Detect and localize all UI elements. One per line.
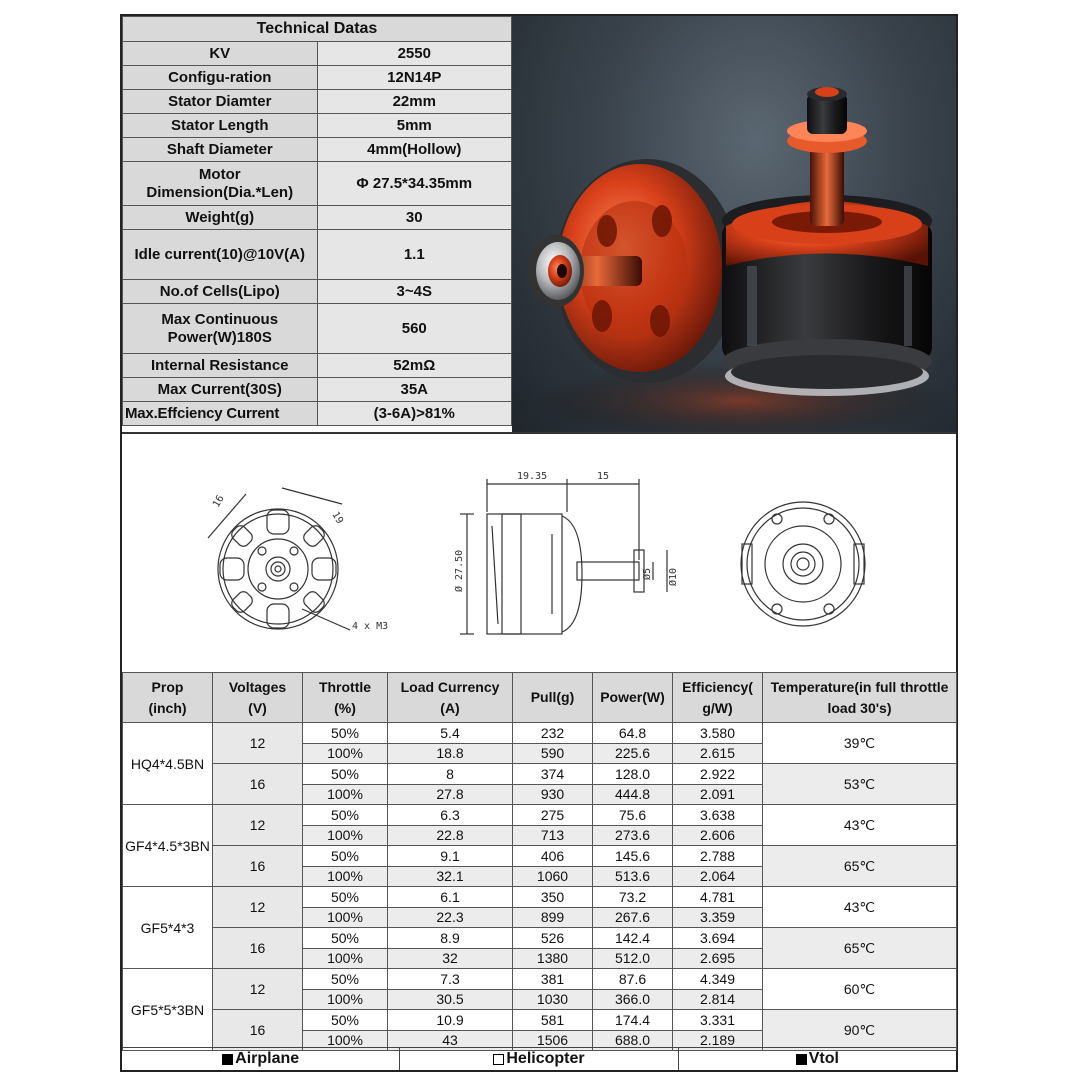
data-cell: 100% — [303, 989, 388, 1010]
dim-10-label: Ø10 — [668, 567, 679, 586]
spec-value: 30 — [317, 206, 512, 230]
spec-label: KV — [123, 42, 318, 66]
data-cell: 100% — [303, 907, 388, 928]
spec-value: 4mm(Hollow) — [317, 138, 512, 162]
data-cell: 50% — [303, 1010, 388, 1031]
data-cell: 174.4 — [593, 1010, 673, 1031]
data-cell: 27.8 — [388, 784, 513, 805]
spec-label: Max Current(30S) — [123, 378, 318, 402]
header-efficiency: Efficiency( g/W) — [673, 673, 763, 723]
data-cell: 930 — [513, 784, 593, 805]
spec-value: 5mm — [317, 114, 512, 138]
data-cell: 1380 — [513, 948, 593, 969]
spec-label: Max.Effciency Current — [123, 402, 318, 426]
data-cell: 2.922 — [673, 764, 763, 785]
spec-label: Shaft Diameter — [123, 138, 318, 162]
filled-square-icon — [796, 1054, 807, 1065]
data-cell: 581 — [513, 1010, 593, 1031]
table-row — [123, 969, 957, 990]
data-cell: 50% — [303, 969, 388, 990]
spec-value: 52mΩ — [317, 354, 512, 378]
dim-15-label: 15 — [597, 471, 610, 482]
voltage-cell: 12 — [213, 723, 303, 764]
data-cell: 2.615 — [673, 743, 763, 764]
dim-5-label: Ø5 — [642, 567, 653, 580]
data-cell: 32.1 — [388, 866, 513, 887]
spec-row — [123, 42, 512, 66]
data-cell: 10.9 — [388, 1010, 513, 1031]
data-cell: 899 — [513, 907, 593, 928]
legend-helicopter: Helicopter — [400, 1048, 678, 1070]
table-row — [123, 928, 957, 949]
data-cell: 50% — [303, 764, 388, 785]
spec-label: Weight(g) — [123, 206, 318, 230]
dim-2750-label: Ø 27.50 — [454, 549, 465, 592]
voltage-cell: 16 — [213, 764, 303, 805]
spec-row — [123, 138, 512, 162]
filled-square-icon — [222, 1054, 233, 1065]
temperature-cell: 39℃ — [763, 723, 957, 764]
prop-cell: HQ4*4.5BN — [123, 723, 213, 805]
prop-cell: GF5*5*3BN — [123, 969, 213, 1051]
spec-row — [123, 66, 512, 90]
data-cell: 2.064 — [673, 866, 763, 887]
prop-cell: GF4*4.5*3BN — [123, 805, 213, 887]
voltage-cell: 12 — [213, 887, 303, 928]
data-cell: 3.638 — [673, 805, 763, 826]
spec-value: 2550 — [317, 42, 512, 66]
data-cell: 713 — [513, 825, 593, 846]
motor-illustration — [512, 16, 956, 432]
data-cell: 100% — [303, 743, 388, 764]
spec-row — [123, 402, 512, 426]
data-cell: 6.1 — [388, 887, 513, 908]
voltage-cell: 12 — [213, 805, 303, 846]
data-cell: 513.6 — [593, 866, 673, 887]
data-cell: 100% — [303, 1030, 388, 1051]
data-cell: 3.694 — [673, 928, 763, 949]
temperature-cell: 65℃ — [763, 928, 957, 969]
data-cell: 2.695 — [673, 948, 763, 969]
technical-data-table — [122, 16, 512, 426]
data-cell: 374 — [513, 764, 593, 785]
spec-row — [123, 230, 512, 280]
data-cell: 43 — [388, 1030, 513, 1051]
legend-airplane: Airplane — [122, 1048, 400, 1070]
spec-label: Max Continuous Power(W)180S — [123, 304, 318, 354]
data-cell: 4.349 — [673, 969, 763, 990]
temperature-cell: 60℃ — [763, 969, 957, 1010]
data-cell: 1506 — [513, 1030, 593, 1051]
spec-label: Motor Dimension(Dia.*Len) — [123, 162, 318, 206]
data-cell: 64.8 — [593, 723, 673, 744]
data-cell: 100% — [303, 948, 388, 969]
data-cell: 366.0 — [593, 989, 673, 1010]
data-cell: 2.814 — [673, 989, 763, 1010]
spec-row — [123, 378, 512, 402]
spec-value: 3~4S — [317, 280, 512, 304]
header-voltages: Voltages (V) — [213, 673, 303, 723]
header-throttle: Throttle (%) — [303, 673, 388, 723]
data-cell: 100% — [303, 825, 388, 846]
data-cell: 73.2 — [593, 887, 673, 908]
spec-value: Φ 27.5*34.35mm — [317, 162, 512, 206]
legend-vtol: Vtol — [679, 1048, 956, 1070]
back-view-drawing — [741, 502, 865, 626]
spec-value: 12N14P — [317, 66, 512, 90]
data-cell: 688.0 — [593, 1030, 673, 1051]
spec-label: Idle current(10)@10V(A) — [123, 230, 318, 280]
spec-label: Internal Resistance — [123, 354, 318, 378]
data-cell: 267.6 — [593, 907, 673, 928]
data-cell: 8 — [388, 764, 513, 785]
table-row — [123, 887, 957, 908]
spec-row — [123, 304, 512, 354]
performance-table — [122, 672, 957, 1051]
temperature-cell: 90℃ — [763, 1010, 957, 1051]
spec-value: 22mm — [317, 90, 512, 114]
voltage-cell: 16 — [213, 846, 303, 887]
temperature-cell: 53℃ — [763, 764, 957, 805]
data-cell: 128.0 — [593, 764, 673, 785]
temperature-cell: 65℃ — [763, 846, 957, 887]
data-cell: 50% — [303, 723, 388, 744]
data-cell: 9.1 — [388, 846, 513, 867]
empty-square-icon — [493, 1054, 504, 1065]
data-cell: 225.6 — [593, 743, 673, 764]
spec-label: Configu-ration — [123, 66, 318, 90]
motor-photo — [512, 16, 956, 432]
data-cell: 5.4 — [388, 723, 513, 744]
front-view-drawing — [208, 488, 350, 630]
data-cell: 3.580 — [673, 723, 763, 744]
data-cell: 50% — [303, 928, 388, 949]
prop-cell: GF5*4*3 — [123, 887, 213, 969]
header-temperature: Temperature(in full throttle load 30's) — [763, 673, 957, 723]
data-cell: 100% — [303, 866, 388, 887]
side-view-drawing — [460, 479, 667, 634]
spec-value: 560 — [317, 304, 512, 354]
data-cell: 2.788 — [673, 846, 763, 867]
voltage-cell: 16 — [213, 1010, 303, 1051]
data-cell: 87.6 — [593, 969, 673, 990]
header-power: Power(W) — [593, 673, 673, 723]
data-cell: 1030 — [513, 989, 593, 1010]
table-row — [123, 805, 957, 826]
table-row — [123, 846, 957, 867]
data-cell: 2.189 — [673, 1030, 763, 1051]
spec-label: No.of Cells(Lipo) — [123, 280, 318, 304]
data-cell: 50% — [303, 805, 388, 826]
data-cell: 2.606 — [673, 825, 763, 846]
dim-m3-label: 4 x M3 — [352, 621, 389, 632]
data-cell: 50% — [303, 846, 388, 867]
dim-1935-label: 19.35 — [517, 471, 548, 482]
data-cell: 145.6 — [593, 846, 673, 867]
data-cell: 4.781 — [673, 887, 763, 908]
header-load-currency: Load Currency (A) — [388, 673, 513, 723]
spec-row — [123, 162, 512, 206]
spec-row — [123, 90, 512, 114]
data-cell: 2.091 — [673, 784, 763, 805]
header-prop: Prop (inch) — [123, 673, 213, 723]
datasheet — [120, 14, 958, 1072]
data-cell: 22.8 — [388, 825, 513, 846]
table-row — [123, 723, 957, 744]
temperature-cell: 43℃ — [763, 887, 957, 928]
data-cell: 1060 — [513, 866, 593, 887]
data-cell: 75.6 — [593, 805, 673, 826]
technical-drawings — [122, 432, 956, 672]
spec-row — [123, 280, 512, 304]
table-row — [123, 764, 957, 785]
voltage-cell: 12 — [213, 969, 303, 1010]
header-pull: Pull(g) — [513, 673, 593, 723]
spec-row — [123, 354, 512, 378]
data-cell: 275 — [513, 805, 593, 826]
spec-label: Stator Length — [123, 114, 318, 138]
voltage-cell: 16 — [213, 928, 303, 969]
data-cell: 232 — [513, 723, 593, 744]
data-cell: 273.6 — [593, 825, 673, 846]
data-cell: 381 — [513, 969, 593, 990]
data-cell: 6.3 — [388, 805, 513, 826]
data-cell: 22.3 — [388, 907, 513, 928]
data-cell: 30.5 — [388, 989, 513, 1010]
dim-16-label: 16 — [211, 493, 227, 510]
spec-row — [123, 114, 512, 138]
data-cell: 512.0 — [593, 948, 673, 969]
data-cell: 8.9 — [388, 928, 513, 949]
data-cell: 50% — [303, 887, 388, 908]
specs-title: Technical Datas — [123, 17, 512, 42]
data-cell: 590 — [513, 743, 593, 764]
spec-value: 35A — [317, 378, 512, 402]
temperature-cell: 43℃ — [763, 805, 957, 846]
spec-value: (3-6A)>81% — [317, 402, 512, 426]
dimension-drawings — [122, 434, 956, 674]
data-cell: 100% — [303, 784, 388, 805]
data-cell: 444.8 — [593, 784, 673, 805]
data-cell: 32 — [388, 948, 513, 969]
data-cell: 142.4 — [593, 928, 673, 949]
spec-row — [123, 206, 512, 230]
data-cell: 3.331 — [673, 1010, 763, 1031]
data-cell: 18.8 — [388, 743, 513, 764]
spec-label: Stator Diamter — [123, 90, 318, 114]
data-cell: 526 — [513, 928, 593, 949]
data-cell: 7.3 — [388, 969, 513, 990]
table-row — [123, 1010, 957, 1031]
data-cell: 406 — [513, 846, 593, 867]
legend-row — [122, 1047, 956, 1070]
spec-value: 1.1 — [317, 230, 512, 280]
dim-19-label: 19 — [329, 510, 345, 526]
data-cell: 3.359 — [673, 907, 763, 928]
data-cell: 350 — [513, 887, 593, 908]
